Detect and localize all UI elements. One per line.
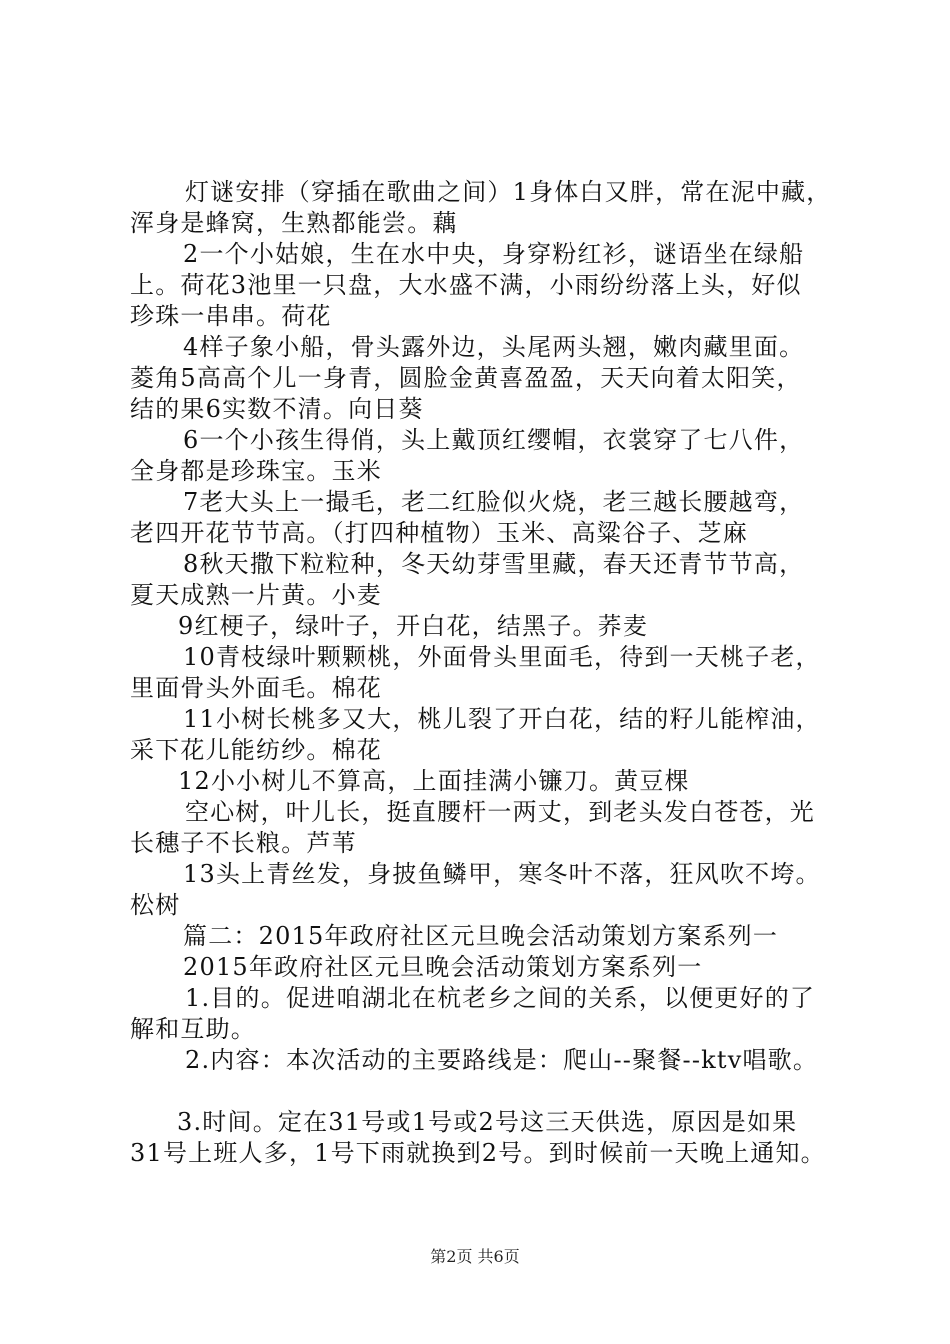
- text-line: 里面骨头外面毛。棉花: [130, 674, 382, 702]
- text-line: 全身都是珍珠宝。玉米: [130, 457, 382, 485]
- text-line: 夏天成熟一片黄。小麦: [130, 581, 382, 609]
- text-line: 3.时间。定在31号或1号或2号这三天供选，原因是如果: [177, 1108, 798, 1136]
- text-line: 珍珠一串串。荷花: [130, 302, 332, 330]
- text-line: 菱角5高高个儿一身青，圆脸金黄喜盈盈，天天向着太阳笑，: [130, 364, 802, 392]
- text-line: 松树: [130, 891, 181, 919]
- section-subheading: 2015年政府社区元旦晚会活动策划方案系列一: [183, 953, 703, 981]
- text-line: 长穗子不长粮。芦苇: [130, 829, 357, 857]
- text-line: 9红梗子，绿叶子，开白花，结黑子。荞麦: [178, 612, 649, 640]
- text-line: 4样子象小船，骨头露外边，头尾两头翘，嫩肉藏里面。: [183, 333, 805, 361]
- text-line: 2一个小姑娘，生在水中央，身穿粉红衫，谜语坐在绿船: [183, 240, 805, 268]
- text-line: 10青枝绿叶颗颗桃，外面骨头里面毛，待到一天桃子老，: [183, 643, 821, 671]
- text-line: 灯谜安排（穿插在歌曲之间）1身体白又胖，常在泥中藏，: [185, 178, 832, 206]
- text-line: 7老大头上一撮毛，老二红脸似火烧，老三越长腰越弯，: [183, 488, 805, 516]
- text-line: 6一个小孩生得俏，头上戴顶红缨帽，衣裳穿了七八件，: [183, 426, 805, 454]
- page-number-footer: 第2页 共6页: [430, 1247, 520, 1266]
- text-line: 采下花儿能纺纱。棉花: [130, 736, 382, 764]
- text-line: 解和互助。: [130, 1015, 256, 1043]
- text-line: 空心树，叶儿长，挺直腰杆一两丈，到老头发白苍苍，光: [185, 798, 815, 826]
- text-line: 2.内容：本次活动的主要路线是：爬山--聚餐--ktv唱歌。: [185, 1046, 819, 1074]
- text-line: 13头上青丝发，身披鱼鳞甲，寒冬叶不落，狂风吹不垮。: [183, 860, 821, 888]
- text-line: 浑身是蜂窝，生熟都能尝。藕: [130, 209, 458, 237]
- text-line: 结的果6实数不清。向日葵: [130, 395, 424, 423]
- text-line: 上。荷花3池里一只盘，大水盛不满，小雨纷纷落上头，好似: [130, 271, 802, 299]
- text-line: 1.目的。促进咱湖北在杭老乡之间的关系，以便更好的了: [185, 984, 816, 1012]
- text-line: 老四开花节节高。（打四种植物）玉米、高粱谷子、芝麻: [130, 519, 748, 547]
- section-heading: 篇二：2015年政府社区元旦晚会活动策划方案系列一: [183, 922, 779, 950]
- text-line: 8秋天撒下粒粒种，冬天幼芽雪里藏，春天还青节节高，: [183, 550, 805, 578]
- text-line: 11小树长桃多又大，桃儿裂了开白花，结的籽儿能榨油，: [183, 705, 821, 733]
- text-line: 12小小树儿不算高，上面挂满小镰刀。黄豆棵: [178, 767, 690, 795]
- text-line: 31号上班人多，1号下雨就换到2号。到时候前一天晚上通知。: [130, 1139, 826, 1167]
